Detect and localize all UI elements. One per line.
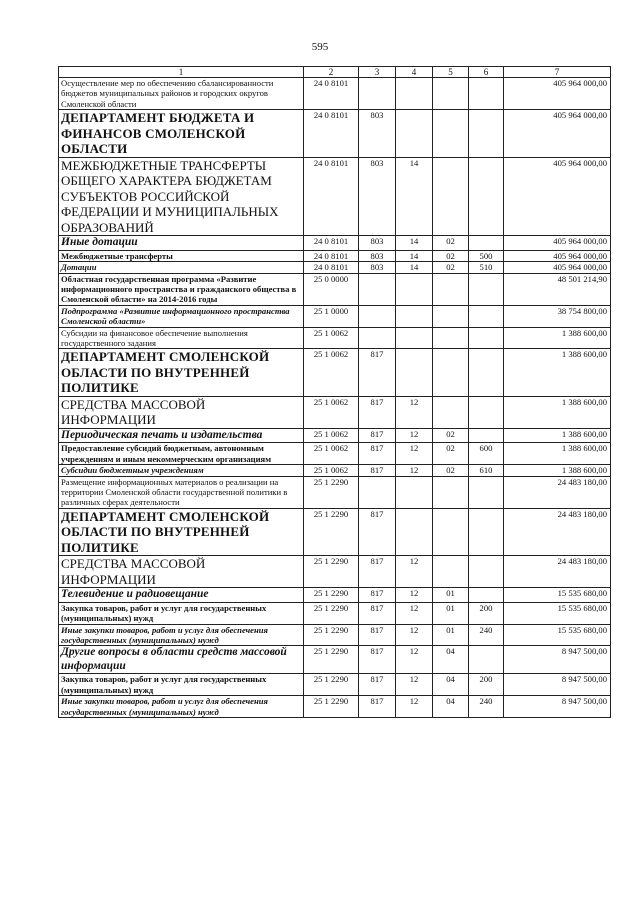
row-admin-code-cell — [359, 273, 396, 305]
row-amount-cell: 1 388 600,00 — [504, 465, 611, 476]
row-subsection-cell — [433, 110, 469, 158]
row-expense-type-cell — [469, 157, 504, 236]
row-target-code-cell: 25 1 0062 — [304, 349, 359, 397]
row-target-code-cell: 25 1 2290 — [304, 646, 359, 674]
row-expense-type-cell — [469, 646, 504, 674]
table-row — [59, 476, 611, 508]
row-expense-type-cell: 200 — [469, 602, 504, 624]
row-amount-cell: 24 483 180,00 — [504, 476, 611, 508]
row-subsection-cell: 04 — [433, 646, 469, 674]
row-section-cell: 14 — [396, 250, 433, 261]
row-target-code-cell: 25 1 0062 — [304, 443, 359, 465]
row-name-cell: Предоставление субсидий бюджетным, автономным учреждениям и иным некоммерческим организациям — [59, 443, 304, 465]
row-expense-type-cell — [469, 349, 504, 397]
row-section-cell: 12 — [396, 588, 433, 603]
table-row — [59, 443, 611, 465]
row-amount-cell: 405 964 000,00 — [504, 110, 611, 158]
row-amount-cell: 24 483 180,00 — [504, 508, 611, 556]
table-row — [59, 674, 611, 696]
row-section-cell — [396, 508, 433, 556]
row-expense-type-cell — [469, 78, 504, 110]
table-row — [59, 428, 611, 443]
row-target-code-cell: 25 1 2290 — [304, 674, 359, 696]
row-amount-cell: 405 964 000,00 — [504, 250, 611, 261]
row-subsection-cell — [433, 556, 469, 588]
row-name-cell: Подпрограмма «Развитие информационного пространства Смоленской области» — [59, 305, 304, 327]
row-name-cell: Дотации — [59, 262, 304, 273]
row-name-cell: Телевидение и радиовещание — [59, 588, 304, 603]
row-admin-code-cell — [359, 476, 396, 508]
table-row — [59, 556, 611, 588]
row-target-code-cell: 25 1 0062 — [304, 465, 359, 476]
row-amount-cell: 15 535 680,00 — [504, 602, 611, 624]
header-cell: 1 — [59, 67, 304, 78]
row-target-code-cell: 24 0 8101 — [304, 250, 359, 261]
row-subsection-cell — [433, 273, 469, 305]
row-amount-cell: 8 947 500,00 — [504, 674, 611, 696]
row-section-cell: 14 — [396, 262, 433, 273]
row-name-cell: Иные дотации — [59, 236, 304, 251]
row-subsection-cell: 02 — [433, 250, 469, 261]
row-amount-cell: 8 947 500,00 — [504, 696, 611, 718]
row-amount-cell: 1 388 600,00 — [504, 396, 611, 428]
row-admin-code-cell: 817 — [359, 602, 396, 624]
row-subsection-cell — [433, 349, 469, 397]
header-cell: 7 — [504, 67, 611, 78]
row-amount-cell: 8 947 500,00 — [504, 646, 611, 674]
row-expense-type-cell: 240 — [469, 624, 504, 646]
row-section-cell: 12 — [396, 396, 433, 428]
row-name-cell: Межбюджетные трансферты — [59, 250, 304, 261]
table-row — [59, 396, 611, 428]
row-subsection-cell: 04 — [433, 674, 469, 696]
row-admin-code-cell: 803 — [359, 262, 396, 273]
row-name-cell: Периодическая печать и издательства — [59, 428, 304, 443]
row-name-cell: Субсидии бюджетным учреждениям — [59, 465, 304, 476]
row-expense-type-cell: 500 — [469, 250, 504, 261]
row-admin-code-cell: 817 — [359, 349, 396, 397]
row-section-cell: 12 — [396, 696, 433, 718]
row-subsection-cell: 01 — [433, 602, 469, 624]
row-name-cell: Другие вопросы в области средств массовой информации — [59, 646, 304, 674]
row-subsection-cell: 04 — [433, 696, 469, 718]
row-expense-type-cell: 240 — [469, 696, 504, 718]
table-row — [59, 646, 611, 674]
row-name-cell: Областная государственная программа «Развитие информационного пространства и гражданского общества в Смоленской области» на 2014-2016 годы — [59, 273, 304, 305]
header-cell: 3 — [359, 67, 396, 78]
row-target-code-cell: 25 1 0062 — [304, 396, 359, 428]
table-row — [59, 508, 611, 556]
row-target-code-cell: 25 1 0062 — [304, 428, 359, 443]
row-name-cell: СРЕДСТВА МАССОВОЙ ИНФОРМАЦИИ — [59, 396, 304, 428]
row-amount-cell: 1 388 600,00 — [504, 327, 611, 349]
row-section-cell — [396, 305, 433, 327]
table-row — [59, 236, 611, 251]
row-subsection-cell: 02 — [433, 236, 469, 251]
row-amount-cell: 15 535 680,00 — [504, 588, 611, 603]
row-name-cell: Иные закупки товаров, работ и услуг для обеспечения государственных (муниципальных) нужд — [59, 624, 304, 646]
row-admin-code-cell: 817 — [359, 696, 396, 718]
row-name-cell: Закупка товаров, работ и услуг для государственных (муниципальных) нужд — [59, 602, 304, 624]
header-cell: 6 — [469, 67, 504, 78]
row-amount-cell: 48 501 214,90 — [504, 273, 611, 305]
row-expense-type-cell — [469, 428, 504, 443]
row-subsection-cell — [433, 508, 469, 556]
row-section-cell: 12 — [396, 646, 433, 674]
row-admin-code-cell: 803 — [359, 157, 396, 236]
row-expense-type-cell — [469, 396, 504, 428]
row-section-cell — [396, 78, 433, 110]
row-name-cell: ДЕПАРТАМЕНТ СМОЛЕНСКОЙ ОБЛАСТИ ПО ВНУТРЕННЕЙ ПОЛИТИКЕ — [59, 349, 304, 397]
row-expense-type-cell — [469, 588, 504, 603]
table-row — [59, 157, 611, 236]
row-section-cell: 12 — [396, 556, 433, 588]
header-cell: 2 — [304, 67, 359, 78]
row-subsection-cell: 02 — [433, 262, 469, 273]
row-admin-code-cell — [359, 327, 396, 349]
row-name-cell: ДЕПАРТАМЕНТ БЮДЖЕТА И ФИНАНСОВ СМОЛЕНСКОЙ ОБЛАСТИ — [59, 110, 304, 158]
row-subsection-cell — [433, 157, 469, 236]
row-expense-type-cell — [469, 327, 504, 349]
row-subsection-cell — [433, 396, 469, 428]
row-expense-type-cell: 200 — [469, 674, 504, 696]
row-target-code-cell: 25 0 0000 — [304, 273, 359, 305]
row-subsection-cell — [433, 305, 469, 327]
row-section-cell: 12 — [396, 428, 433, 443]
row-section-cell: 14 — [396, 236, 433, 251]
row-target-code-cell: 24 0 8101 — [304, 157, 359, 236]
row-admin-code-cell: 803 — [359, 250, 396, 261]
row-section-cell — [396, 273, 433, 305]
row-name-cell: Субсидии на финансовое обеспечение выполнения государственного задания — [59, 327, 304, 349]
row-amount-cell: 1 388 600,00 — [504, 443, 611, 465]
row-name-cell: Иные закупки товаров, работ и услуг для обеспечения государственных (муниципальных) нужд — [59, 696, 304, 718]
table-row — [59, 588, 611, 603]
table-row — [59, 465, 611, 476]
table-header-row — [59, 67, 611, 78]
table-row — [59, 305, 611, 327]
row-target-code-cell: 25 1 2290 — [304, 588, 359, 603]
table-row — [59, 327, 611, 349]
row-name-cell: МЕЖБЮДЖЕТНЫЕ ТРАНСФЕРТЫ ОБЩЕГО ХАРАКТЕРА БЮДЖЕТАМ СУБЪЕКТОВ РОССИЙСКОЙ ФЕДЕРАЦИИ И МУНИЦИПАЛЬНЫХ ОБРАЗОВАНИЙ — [59, 157, 304, 236]
row-admin-code-cell: 817 — [359, 428, 396, 443]
row-admin-code-cell: 803 — [359, 110, 396, 158]
row-subsection-cell — [433, 327, 469, 349]
row-target-code-cell: 25 1 2290 — [304, 508, 359, 556]
row-section-cell — [396, 476, 433, 508]
table-row — [59, 349, 611, 397]
row-subsection-cell: 02 — [433, 465, 469, 476]
row-section-cell: 12 — [396, 602, 433, 624]
row-amount-cell: 15 535 680,00 — [504, 624, 611, 646]
row-expense-type-cell — [469, 236, 504, 251]
table-row — [59, 696, 611, 718]
row-admin-code-cell — [359, 305, 396, 327]
row-section-cell: 12 — [396, 465, 433, 476]
row-admin-code-cell — [359, 78, 396, 110]
row-section-cell: 12 — [396, 674, 433, 696]
row-target-code-cell: 25 1 2290 — [304, 602, 359, 624]
header-cell: 4 — [396, 67, 433, 78]
row-section-cell — [396, 349, 433, 397]
row-subsection-cell: 01 — [433, 624, 469, 646]
row-admin-code-cell: 817 — [359, 674, 396, 696]
row-expense-type-cell: 510 — [469, 262, 504, 273]
row-section-cell — [396, 327, 433, 349]
table-row — [59, 110, 611, 158]
row-subsection-cell — [433, 78, 469, 110]
row-target-code-cell: 25 1 0062 — [304, 327, 359, 349]
row-admin-code-cell: 803 — [359, 236, 396, 251]
row-admin-code-cell: 817 — [359, 443, 396, 465]
row-subsection-cell: 02 — [433, 443, 469, 465]
row-expense-type-cell — [469, 273, 504, 305]
row-target-code-cell: 25 1 2290 — [304, 624, 359, 646]
row-name-cell: СРЕДСТВА МАССОВОЙ ИНФОРМАЦИИ — [59, 556, 304, 588]
row-admin-code-cell: 817 — [359, 508, 396, 556]
row-target-code-cell: 24 0 8101 — [304, 262, 359, 273]
row-admin-code-cell: 817 — [359, 624, 396, 646]
row-amount-cell: 1 388 600,00 — [504, 349, 611, 397]
row-target-code-cell: 24 0 8101 — [304, 78, 359, 110]
row-admin-code-cell: 817 — [359, 646, 396, 674]
row-section-cell: 12 — [396, 443, 433, 465]
row-expense-type-cell — [469, 556, 504, 588]
table-row — [59, 273, 611, 305]
row-admin-code-cell: 817 — [359, 465, 396, 476]
row-amount-cell: 405 964 000,00 — [504, 262, 611, 273]
row-amount-cell: 38 754 800,00 — [504, 305, 611, 327]
row-amount-cell: 24 483 180,00 — [504, 556, 611, 588]
row-section-cell: 14 — [396, 157, 433, 236]
table-row — [59, 78, 611, 110]
row-name-cell: Закупка товаров, работ и услуг для государственных (муниципальных) нужд — [59, 674, 304, 696]
row-admin-code-cell: 817 — [359, 396, 396, 428]
row-expense-type-cell: 600 — [469, 443, 504, 465]
row-section-cell: 12 — [396, 624, 433, 646]
row-admin-code-cell: 817 — [359, 588, 396, 603]
row-expense-type-cell — [469, 305, 504, 327]
row-subsection-cell: 01 — [433, 588, 469, 603]
row-name-cell: Осуществление мер по обеспечению сбалансированности бюджетов муниципальных районов и городских округов Смоленской области — [59, 78, 304, 110]
table-row — [59, 250, 611, 261]
row-section-cell — [396, 110, 433, 158]
row-subsection-cell: 02 — [433, 428, 469, 443]
row-amount-cell: 405 964 000,00 — [504, 78, 611, 110]
row-target-code-cell: 25 1 0000 — [304, 305, 359, 327]
row-admin-code-cell: 817 — [359, 556, 396, 588]
row-expense-type-cell — [469, 110, 504, 158]
page-number: 595 — [311, 41, 329, 53]
row-target-code-cell: 24 0 8101 — [304, 110, 359, 158]
table-row — [59, 262, 611, 273]
row-expense-type-cell: 610 — [469, 465, 504, 476]
row-target-code-cell: 25 1 2290 — [304, 696, 359, 718]
row-target-code-cell: 25 1 2290 — [304, 556, 359, 588]
row-expense-type-cell — [469, 508, 504, 556]
header-cell: 5 — [433, 67, 469, 78]
row-amount-cell: 405 964 000,00 — [504, 157, 611, 236]
row-subsection-cell — [433, 476, 469, 508]
table-row — [59, 624, 611, 646]
row-target-code-cell: 25 1 2290 — [304, 476, 359, 508]
row-name-cell: ДЕПАРТАМЕНТ СМОЛЕНСКОЙ ОБЛАСТИ ПО ВНУТРЕННЕЙ ПОЛИТИКЕ — [59, 508, 304, 556]
row-name-cell: Размещение информационных материалов о реализации на территории Смоленской области государственной политики в различных сферах деятельности — [59, 476, 304, 508]
row-expense-type-cell — [469, 476, 504, 508]
row-target-code-cell: 24 0 8101 — [304, 236, 359, 251]
table-row — [59, 602, 611, 624]
budget-table — [58, 66, 611, 718]
row-amount-cell: 405 964 000,00 — [504, 236, 611, 251]
row-amount-cell: 1 388 600,00 — [504, 428, 611, 443]
